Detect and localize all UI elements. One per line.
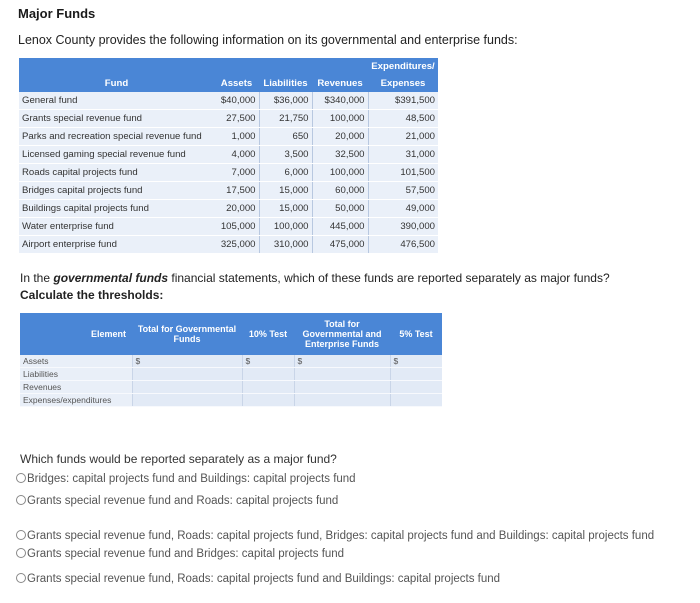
fund-name-cell: Grants special revenue fund <box>19 110 214 128</box>
page-title: Major Funds <box>18 6 96 21</box>
element-label: Revenues <box>20 381 132 394</box>
question-prefix: In the <box>20 271 54 285</box>
threshold-input-cell[interactable] <box>242 394 294 407</box>
threshold-row <box>20 394 442 407</box>
question-emphasis: governmental funds <box>53 271 169 285</box>
revenues-cell: 475,000 <box>312 236 368 254</box>
funds-table-header <box>19 75 438 92</box>
assets-cell: 20,000 <box>214 200 259 218</box>
header-ten-percent-test: 10% Test <box>242 313 294 355</box>
thresholds-table-body <box>20 355 442 407</box>
revenues-cell: 100,000 <box>312 110 368 128</box>
mcq-option-label: Grants special revenue fund, Roads: capital projects fund, Bridges: capital projects fund and Buildings: capital projects fund <box>27 530 655 542</box>
liabilities-cell: 100,000 <box>259 218 312 236</box>
liabilities-cell: 21,750 <box>259 110 312 128</box>
fund-row <box>19 236 438 254</box>
expenditures-cell: 101,500 <box>368 164 438 182</box>
header-liabilities: Liabilities <box>259 75 312 92</box>
question-suffix: financial statements, which of these funds are reported separately as major funds? <box>168 271 610 285</box>
fund-row <box>19 164 438 182</box>
threshold-input-cell[interactable] <box>294 381 390 394</box>
assets-cell: 27,500 <box>214 110 259 128</box>
intro-text: Lenox County provides the following information on its governmental and enterprise funds: <box>18 33 518 47</box>
liabilities-cell: 650 <box>259 128 312 146</box>
fund-row <box>19 146 438 164</box>
revenues-cell: 32,500 <box>312 146 368 164</box>
assets-cell: 7,000 <box>214 164 259 182</box>
mcq-option-label: Grants special revenue fund, Roads: capital projects fund and Buildings: capital projects fund <box>27 573 501 585</box>
funds-table-body <box>19 92 438 254</box>
fund-row <box>19 182 438 200</box>
assets-cell: $40,000 <box>214 92 259 110</box>
funds-table <box>19 58 438 254</box>
threshold-input-cell[interactable] <box>390 381 442 394</box>
threshold-row <box>20 355 442 368</box>
threshold-input-cell[interactable] <box>242 368 294 381</box>
expenditures-cell: 48,500 <box>368 110 438 128</box>
revenues-cell: 100,000 <box>312 164 368 182</box>
header-expenditures-line1: Expenditures/ <box>368 58 438 75</box>
mcq-option[interactable] <box>16 573 500 585</box>
mcq-option-label: Grants special revenue fund and Roads: capital projects fund <box>27 495 339 507</box>
radio-button-icon[interactable] <box>16 548 26 558</box>
threshold-input-cell[interactable] <box>390 368 442 381</box>
revenues-cell: 50,000 <box>312 200 368 218</box>
threshold-input-cell[interactable] <box>132 381 242 394</box>
threshold-input-cell[interactable] <box>294 394 390 407</box>
radio-button-icon[interactable] <box>16 495 26 505</box>
element-label: Liabilities <box>20 368 132 381</box>
element-label: Expenses/expenditures <box>20 394 132 407</box>
threshold-input-cell[interactable] <box>294 368 390 381</box>
expenditures-cell: 57,500 <box>368 182 438 200</box>
assets-cell: 325,000 <box>214 236 259 254</box>
header-five-percent-test: 5% Test <box>390 313 442 355</box>
header-fund: Fund <box>19 75 214 92</box>
expenditures-cell: 49,000 <box>368 200 438 218</box>
funds-table-header-top <box>19 58 438 75</box>
expenditures-cell: 476,500 <box>368 236 438 254</box>
liabilities-cell: 310,000 <box>259 236 312 254</box>
revenues-cell: 60,000 <box>312 182 368 200</box>
mcq-option-label: Bridges: capital projects fund and Buildings: capital projects fund <box>27 473 356 485</box>
fund-row <box>19 218 438 236</box>
radio-button-icon[interactable] <box>16 473 26 483</box>
liabilities-cell: 3,500 <box>259 146 312 164</box>
radio-button-icon[interactable] <box>16 530 26 540</box>
fund-name-cell: Bridges capital projects fund <box>19 182 214 200</box>
header-expenditures-line2: Expenses <box>368 75 438 92</box>
revenues-cell: 445,000 <box>312 218 368 236</box>
assets-cell: 4,000 <box>214 146 259 164</box>
assets-cell: 105,000 <box>214 218 259 236</box>
liabilities-cell: 15,000 <box>259 200 312 218</box>
header-total-gov-enterprise: Total for Governmental and Enterprise Funds <box>294 313 390 355</box>
question-text <box>20 271 610 285</box>
mcq-question: Which funds would be reported separately as a major fund? <box>20 452 337 466</box>
threshold-input-cell[interactable]: $ <box>242 355 294 368</box>
revenues-cell: $340,000 <box>312 92 368 110</box>
fund-row <box>19 128 438 146</box>
threshold-input-cell[interactable]: $ <box>132 355 242 368</box>
threshold-input-cell[interactable] <box>390 394 442 407</box>
mcq-option[interactable] <box>16 473 356 485</box>
thresholds-table-header <box>20 313 442 355</box>
radio-button-icon[interactable] <box>16 573 26 583</box>
mcq-option[interactable] <box>16 548 344 560</box>
header-assets: Assets <box>214 75 259 92</box>
liabilities-cell: $36,000 <box>259 92 312 110</box>
liabilities-cell: 6,000 <box>259 164 312 182</box>
threshold-row <box>20 368 442 381</box>
fund-name-cell: Buildings capital projects fund <box>19 200 214 218</box>
expenditures-cell: 31,000 <box>368 146 438 164</box>
fund-name-cell: Parks and recreation special revenue fund <box>19 128 214 146</box>
expenditures-cell: $391,500 <box>368 92 438 110</box>
expenditures-cell: 21,000 <box>368 128 438 146</box>
thresholds-table <box>20 313 442 407</box>
mcq-option[interactable] <box>16 530 654 542</box>
header-total-governmental: Total for Governmental Funds <box>132 313 242 355</box>
calc-label: Calculate the thresholds: <box>20 288 164 302</box>
threshold-input-cell[interactable] <box>132 368 242 381</box>
fund-name-cell: Water enterprise fund <box>19 218 214 236</box>
mcq-option-label: Grants special revenue fund and Bridges: capital projects fund <box>27 548 345 560</box>
fund-name-cell: Licensed gaming special revenue fund <box>19 146 214 164</box>
assets-cell: 1,000 <box>214 128 259 146</box>
liabilities-cell: 15,000 <box>259 182 312 200</box>
fund-name-cell: Airport enterprise fund <box>19 236 214 254</box>
threshold-input-cell[interactable]: $ <box>390 355 442 368</box>
fund-name-cell: General fund <box>19 92 214 110</box>
fund-name-cell: Roads capital projects fund <box>19 164 214 182</box>
fund-row <box>19 110 438 128</box>
threshold-row <box>20 381 442 394</box>
mcq-option[interactable] <box>16 495 338 507</box>
element-label: Assets <box>20 355 132 368</box>
fund-row <box>19 200 438 218</box>
revenues-cell: 20,000 <box>312 128 368 146</box>
threshold-input-cell[interactable]: $ <box>294 355 390 368</box>
threshold-input-cell[interactable] <box>242 381 294 394</box>
expenditures-cell: 390,000 <box>368 218 438 236</box>
header-revenues: Revenues <box>312 75 368 92</box>
assets-cell: 17,500 <box>214 182 259 200</box>
header-element: Element <box>20 313 132 355</box>
threshold-input-cell[interactable] <box>132 394 242 407</box>
fund-row <box>19 92 438 110</box>
